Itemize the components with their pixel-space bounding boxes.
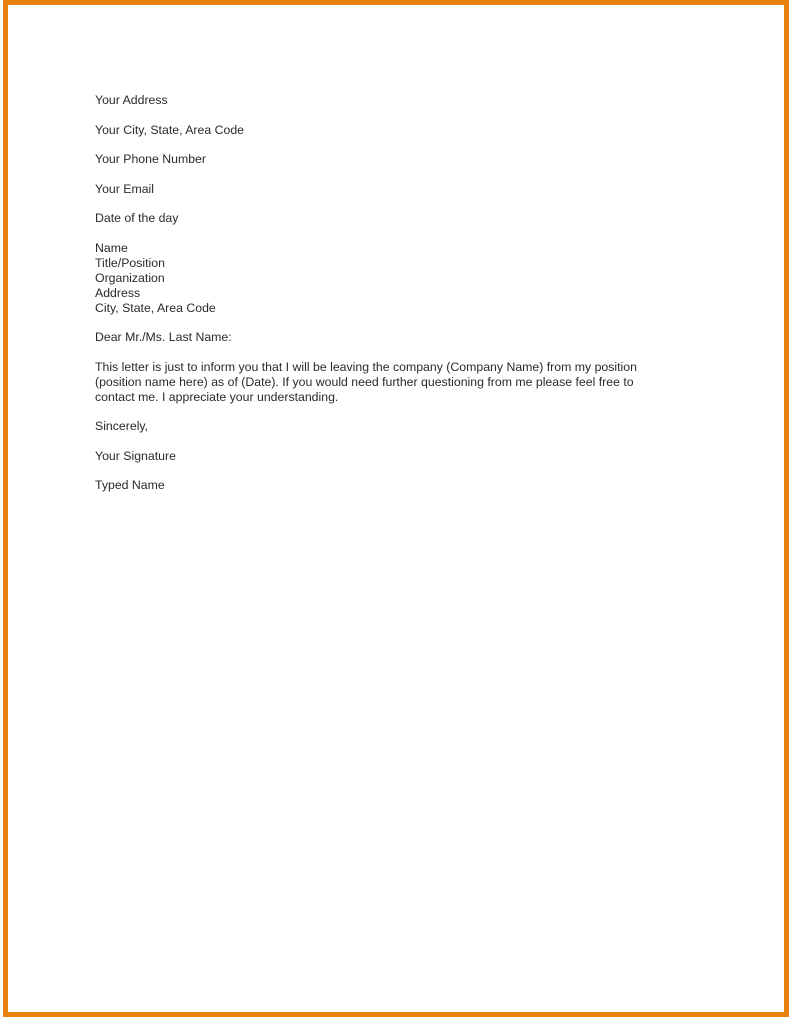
- recipient-name: Name: [95, 240, 128, 255]
- sender-phone-line: Your Phone Number: [95, 152, 206, 166]
- body-paragraph: This letter is just to inform you that I will be leaving the company (Company Name) from my position (position name here) as of (Date). If you would need further questioning from me please feel free to contact me. I appreciate your understanding.: [95, 359, 637, 404]
- sender-email-line: Your Email: [95, 181, 155, 196]
- recipient-title: Title/Position: [95, 255, 165, 270]
- recipient-organization: Organization: [95, 270, 165, 285]
- recipient-address: Address: [95, 285, 141, 300]
- letter-content: [95, 93, 671, 493]
- letter-date-line: Date of the day: [95, 211, 179, 225]
- typed-name-line: Typed Name: [95, 478, 165, 492]
- page-border-frame: [3, 0, 789, 1017]
- closing-line: Sincerely,: [95, 419, 149, 433]
- recipient-city-state-zip: City, State, Area Code: [95, 300, 216, 315]
- salutation-line: Dear Mr./Ms. Last Name:: [95, 330, 232, 344]
- letter-page: [8, 5, 784, 1012]
- signature-line: Your Signature: [95, 448, 176, 463]
- recipient-address-block: [95, 241, 671, 316]
- sender-city-state-zip-line: Your City, State, Area Code: [95, 122, 245, 137]
- sender-address-line: Your Address: [95, 93, 168, 107]
